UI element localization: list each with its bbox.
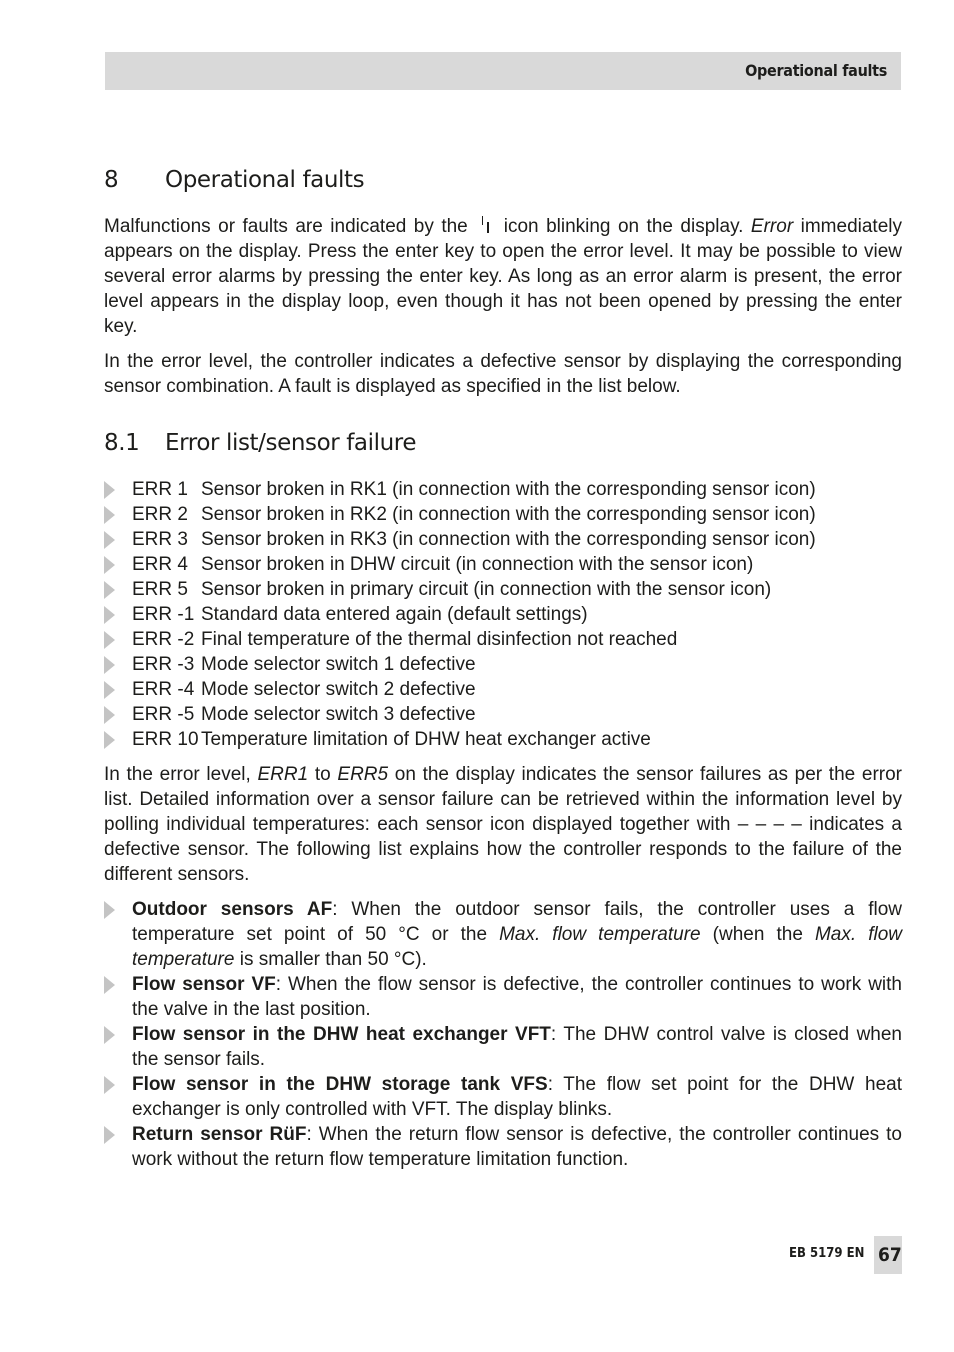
error-description: Mode selector switch 1 defective bbox=[201, 654, 476, 675]
error-description: Sensor broken in primary circuit (in connection with the sensor icon) bbox=[201, 579, 772, 600]
chapter-number: 8 bbox=[104, 167, 119, 193]
error-list-item bbox=[104, 602, 902, 627]
sensor-label: Flow sensor in the DHW heat exchanger VFT bbox=[132, 1024, 551, 1045]
section-title: Error list/sensor failure bbox=[165, 430, 417, 456]
bullet-arrow-icon bbox=[104, 1126, 115, 1144]
param-name: Max. flow temperature bbox=[132, 924, 902, 970]
sensor-text: : When the return flow sensor is defective, the controller continues to work without the return flow temperature limitation function. bbox=[132, 1124, 902, 1170]
err1-term: ERR1 bbox=[257, 764, 309, 785]
sensor-label: Flow sensor in the DHW storage tank VFS bbox=[132, 1074, 548, 1095]
sensor-text: : The DHW control valve is closed when the sensor fails. bbox=[132, 1024, 902, 1070]
error-description: Mode selector switch 2 defective bbox=[201, 679, 476, 700]
error-list-item bbox=[104, 627, 902, 652]
error-description: Sensor broken in DHW circuit (in connection with the sensor icon) bbox=[201, 554, 754, 575]
sensor-text: (when the bbox=[712, 924, 803, 945]
section-number: 8.1 bbox=[104, 430, 140, 456]
bullet-arrow-icon bbox=[104, 901, 115, 919]
error-list-item bbox=[104, 677, 902, 702]
bullet-arrow-icon bbox=[104, 581, 115, 599]
sensor-text: : When the outdoor sensor fails, the controller uses a flow temperature set point of 50 °C or the bbox=[132, 899, 902, 945]
error-description: Standard data entered again (default settings) bbox=[201, 604, 588, 625]
error-code: ERR 3 bbox=[132, 529, 188, 550]
page-content bbox=[104, 164, 902, 1172]
intro-text-3: immediately appears on the display. Press the enter key to open the error level. It may be possible to view several error alarms by pressing the enter key. As long as an error alarm is present, the error level appears in the display loop, even though it has not been opened by pressing the enter key. bbox=[104, 216, 902, 337]
param-name: Max. flow temperature bbox=[499, 924, 701, 945]
error-code: ERR 10 bbox=[132, 729, 199, 750]
chapter-title: Operational faults bbox=[165, 167, 365, 193]
error-description: Final temperature of the thermal disinfection not reached bbox=[201, 629, 678, 650]
bullet-arrow-icon bbox=[104, 631, 115, 649]
error-code: ERR -2 bbox=[132, 629, 195, 650]
error-description: Sensor broken in RK3 (in connection with the corresponding sensor icon) bbox=[201, 529, 816, 550]
sensor-label: Outdoor sensors AF bbox=[132, 899, 333, 920]
error-description: Temperature limitation of DHW heat exchanger active bbox=[201, 729, 651, 750]
error-list-item bbox=[104, 552, 902, 577]
error-level-text-3: on the display indicates the sensor failures as per the error list. Detailed information over a sensor failure can be retrieved within the information level by polling individual temperatures: each sensor icon displayed together with – – – – indicates a defective sensor. The following list explains how the controller responds to the failure of the different sensors. bbox=[104, 764, 903, 885]
page-number: 67 bbox=[878, 1244, 902, 1266]
bullet-arrow-icon bbox=[104, 656, 115, 674]
bullet-arrow-icon bbox=[104, 706, 115, 724]
sensor-text: : The flow set point for the DHW heat exchanger is only controlled with VFT. The display blinks. bbox=[132, 1074, 902, 1120]
error-icon bbox=[474, 216, 498, 234]
header-bar bbox=[105, 52, 901, 90]
sensor-failure-list bbox=[104, 897, 902, 1172]
err5-term: ERR5 bbox=[337, 764, 389, 785]
error-code: ERR -5 bbox=[132, 704, 195, 725]
error-level-text-1: In the error level, bbox=[104, 764, 251, 785]
sensor-label: Return sensor RüF bbox=[132, 1124, 307, 1145]
list-item-dhw-heat-exchanger-sensor bbox=[104, 1022, 902, 1072]
list-item-dhw-storage-tank-sensor bbox=[104, 1072, 902, 1122]
error-code: ERR 4 bbox=[132, 554, 188, 575]
list-item-outdoor-sensor bbox=[104, 897, 902, 972]
list-item-flow-sensor bbox=[104, 972, 902, 1022]
sensor-label: Flow sensor VF bbox=[132, 974, 276, 995]
bullet-arrow-icon bbox=[104, 531, 115, 549]
intro-paragraph bbox=[104, 214, 902, 339]
bullet-arrow-icon bbox=[104, 506, 115, 524]
error-list-item bbox=[104, 527, 902, 552]
error-description: Sensor broken in RK2 (in connection with the corresponding sensor icon) bbox=[201, 504, 816, 525]
sensor-text: is smaller than 50 °C). bbox=[239, 949, 427, 970]
error-code: ERR 5 bbox=[132, 579, 188, 600]
error-word: Error bbox=[750, 216, 794, 237]
error-level-paragraph bbox=[104, 762, 902, 887]
bullet-arrow-icon bbox=[104, 731, 115, 749]
running-header-title: Operational faults bbox=[745, 61, 887, 80]
intro-text-1: Malfunctions or faults are indicated by the bbox=[104, 216, 468, 237]
bullet-arrow-icon bbox=[104, 481, 115, 499]
bullet-arrow-icon bbox=[104, 681, 115, 699]
section-heading bbox=[104, 427, 902, 459]
error-list-item bbox=[104, 577, 902, 602]
bullet-arrow-icon bbox=[104, 1076, 115, 1094]
error-list bbox=[104, 477, 902, 752]
document-id: EB 5179 EN bbox=[789, 1246, 865, 1261]
error-code: ERR -1 bbox=[132, 604, 195, 625]
intro-text-2: icon blinking on the display. bbox=[503, 216, 744, 237]
bullet-arrow-icon bbox=[104, 976, 115, 994]
error-description: Mode selector switch 3 defective bbox=[201, 704, 476, 725]
error-list-item bbox=[104, 652, 902, 677]
error-code: ERR -4 bbox=[132, 679, 195, 700]
chapter-heading bbox=[104, 164, 902, 196]
error-code: ERR 1 bbox=[132, 479, 188, 500]
error-description: Sensor broken in RK1 (in connection with the corresponding sensor icon) bbox=[201, 479, 816, 500]
bullet-arrow-icon bbox=[104, 606, 115, 624]
error-list-item bbox=[104, 477, 902, 502]
bullet-arrow-icon bbox=[104, 1026, 115, 1044]
error-level-text-2: to bbox=[314, 764, 331, 785]
list-item-return-sensor bbox=[104, 1122, 902, 1172]
error-code: ERR -3 bbox=[132, 654, 195, 675]
error-list-item bbox=[104, 502, 902, 527]
bullet-arrow-icon bbox=[104, 556, 115, 574]
sensor-text: : When the flow sensor is defective, the controller continues to work with the valve in the last position. bbox=[132, 974, 902, 1020]
sensor-paragraph: In the error level, the controller indicates a defective sensor by displaying the corresponding sensor combination. A fault is displayed as specified in the list below. bbox=[104, 351, 902, 397]
error-list-item bbox=[104, 702, 902, 727]
error-list-item bbox=[104, 727, 902, 752]
error-code: ERR 2 bbox=[132, 504, 188, 525]
